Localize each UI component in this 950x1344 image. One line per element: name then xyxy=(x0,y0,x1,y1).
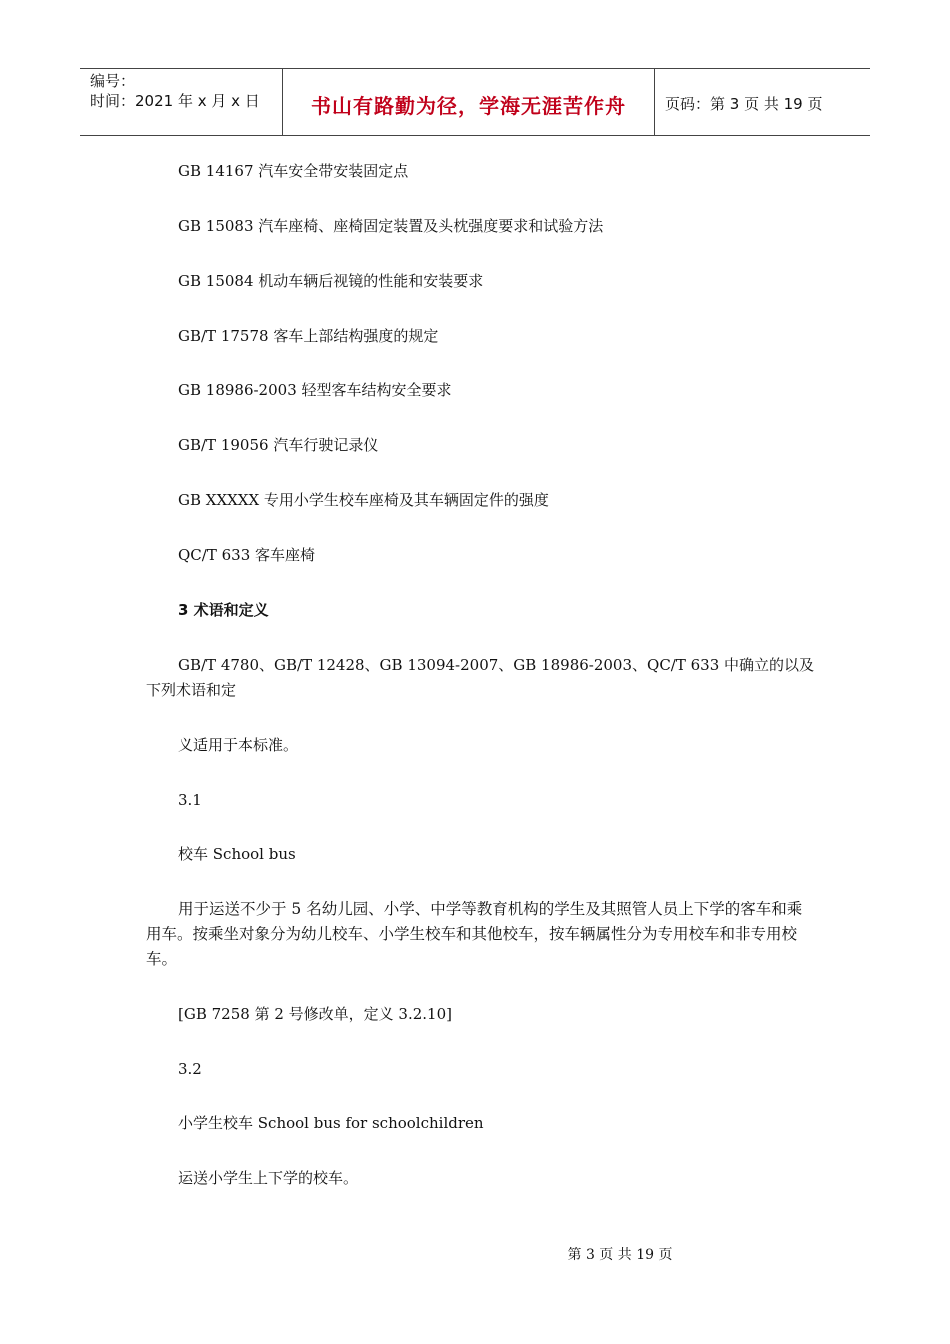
ref-line: GB XXXXX 专用小学生校车座椅及其车辆固定件的强度 xyxy=(178,491,549,509)
ref-line: GB 18986-2003 轻型客车结构安全要求 xyxy=(178,381,452,399)
term-title: 校车 School bus xyxy=(178,845,296,863)
section-heading: 3 术语和定义 xyxy=(178,601,269,619)
intro-line: 下列术语和定 xyxy=(146,681,237,699)
term-definition: 运送小学生上下学的校车。 xyxy=(178,1169,359,1187)
footer-page-number: 第 3 页 共 19 页 xyxy=(567,1247,673,1263)
page-footer xyxy=(0,1244,950,1264)
term-definition xyxy=(146,897,806,972)
term-definition-text: 用于运送不少于 5 名幼儿园、小学、中学等教育机构的学生及其照管人员上下学的客车和乘用车。按乘坐对象分为幼儿校车、小学生校车和其他校车，按车辆属性分为专用校车和非专用校车。 xyxy=(146,900,803,968)
ref-line: GB 15083 汽车座椅、座椅固定装置及头枕强度要求和试验方法 xyxy=(178,217,604,235)
page-header xyxy=(80,68,870,136)
ref-line: QC/T 633 客车座椅 xyxy=(178,546,315,564)
number-label: 编号： xyxy=(90,72,136,90)
term-source: [GB 7258 第 2 号修改单，定义 3.2.10] xyxy=(178,1005,452,1023)
intro-line: GB/T 4780、GB/T 12428、GB 13094-2007、GB 18986-2003、QC/T 633 中确立的以及 xyxy=(178,656,815,674)
term-number: 3.2 xyxy=(178,1060,202,1078)
date-label: 时间：2021 年 x 月 x 日 xyxy=(90,92,260,110)
ref-line: GB 15084 机动车辆后视镜的性能和安装要求 xyxy=(178,272,484,290)
term-number: 3.1 xyxy=(178,791,202,809)
ref-line: GB 14167 汽车安全带安装固定点 xyxy=(178,162,409,180)
ref-line: GB/T 17578 客车上部结构强度的规定 xyxy=(178,327,439,345)
term-title: 小学生校车 School bus for schoolchildren xyxy=(178,1114,484,1132)
header-left-cell xyxy=(80,69,282,135)
ref-line: GB/T 19056 汽车行驶记录仪 xyxy=(178,436,379,454)
intro-line: 义适用于本标准。 xyxy=(178,736,299,754)
motto: 书山有路勤为径，学海无涯苦作舟 xyxy=(282,69,655,135)
header-page-label: 页码：第 3 页 共 19 页 xyxy=(665,94,823,113)
